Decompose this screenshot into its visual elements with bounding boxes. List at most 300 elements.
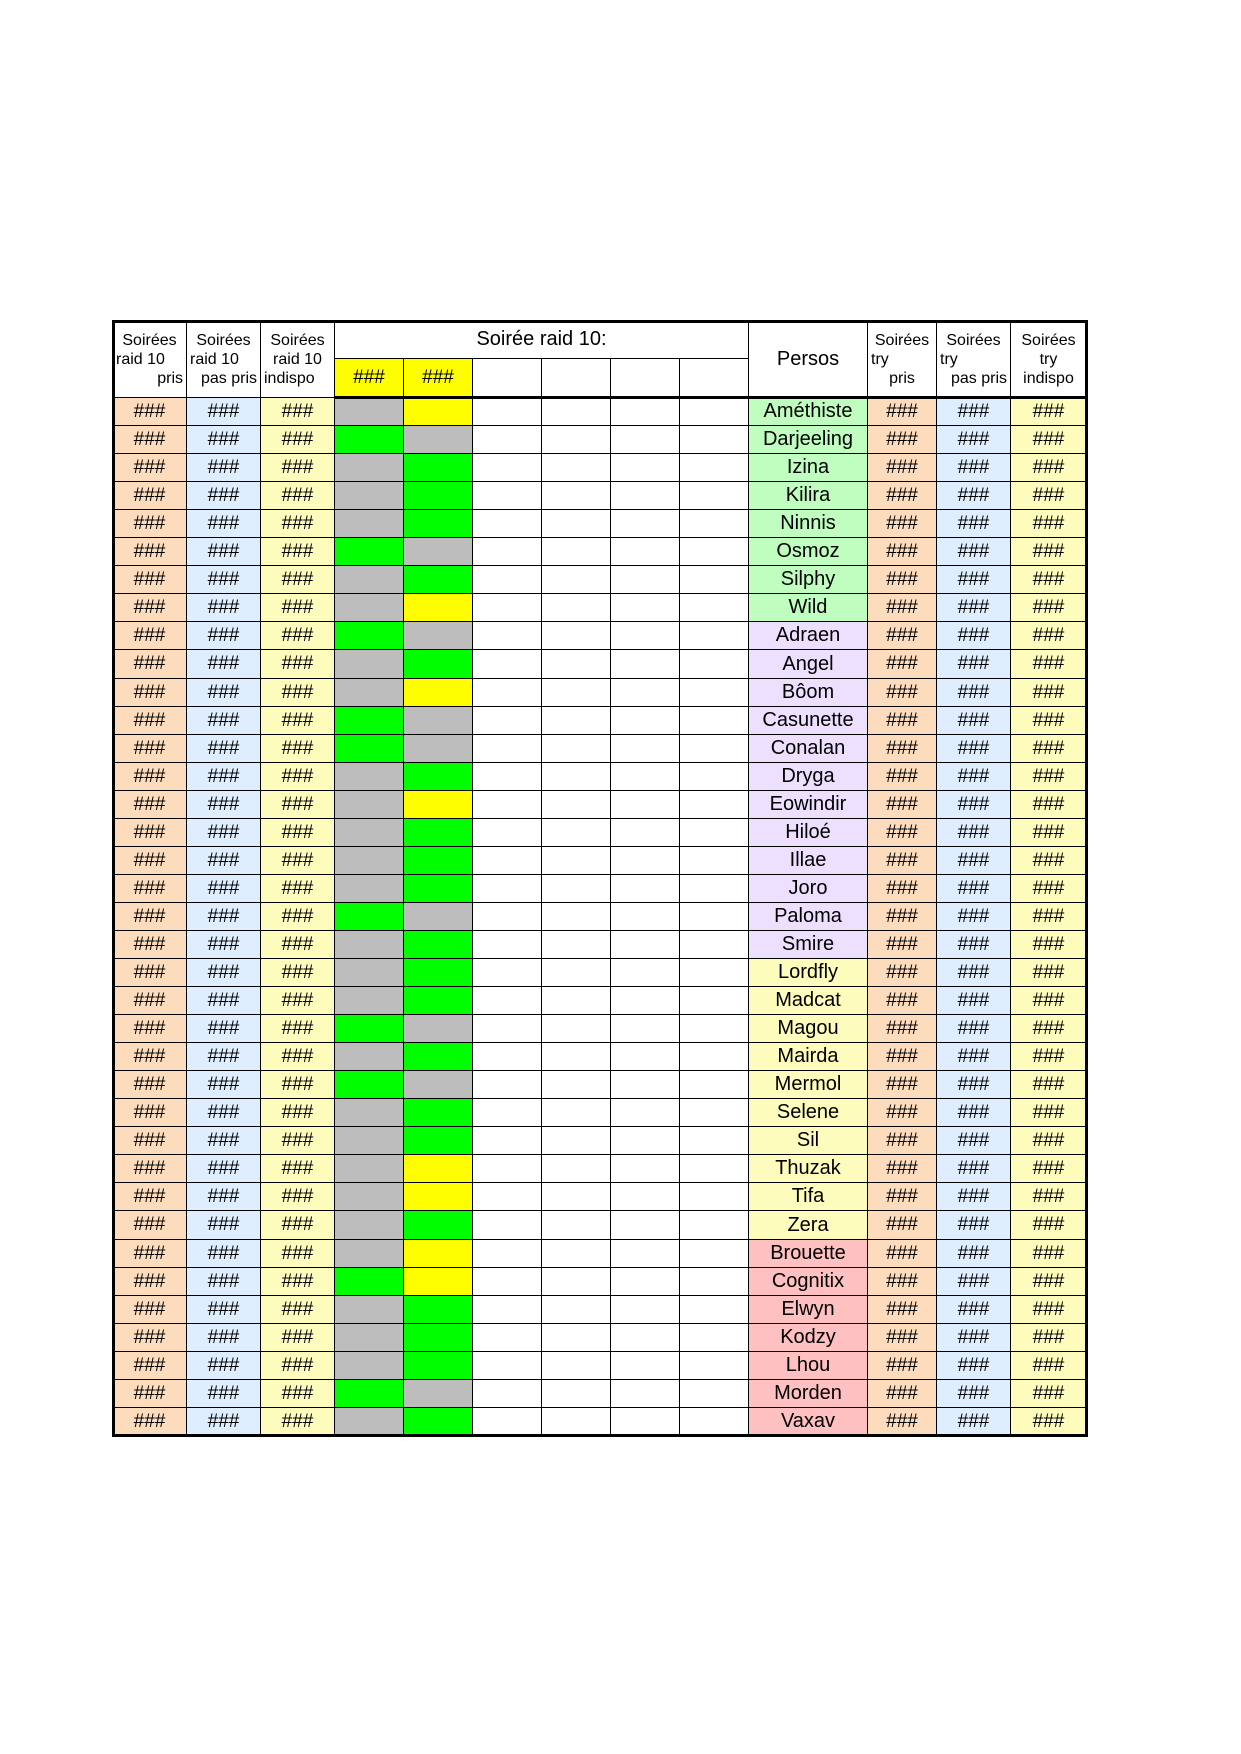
empty-status-cell <box>679 1239 749 1268</box>
perso-name: Thuzak <box>748 1154 868 1183</box>
cell-try-pris: ### <box>867 1210 937 1240</box>
empty-status-cell <box>472 1014 542 1043</box>
cell-raid10-pris: ### <box>112 846 187 875</box>
cell-raid10-pris: ### <box>112 1379 187 1408</box>
cell-try-indispo: ### <box>1010 425 1087 454</box>
cell-raid10-pas-pris: ### <box>186 593 261 622</box>
cell-raid10-pris: ### <box>112 537 187 566</box>
empty-status-cell <box>472 1042 542 1071</box>
status-cell-2 <box>403 678 473 707</box>
cell-try-pas-pris: ### <box>936 1379 1011 1408</box>
empty-status-cell <box>541 1295 611 1324</box>
perso-name: Paloma <box>748 902 868 931</box>
cell-raid10-pris: ### <box>112 706 187 735</box>
cell-try-pris: ### <box>867 649 937 679</box>
cell-try-pas-pris: ### <box>936 537 1011 566</box>
cell-raid10-indispo: ### <box>260 1323 335 1352</box>
status-cell-2 <box>403 874 473 903</box>
cell-raid10-indispo: ### <box>260 1239 335 1268</box>
perso-name: Kodzy <box>748 1323 868 1352</box>
status-cell-1 <box>334 649 404 679</box>
cell-try-indispo: ### <box>1010 1210 1087 1240</box>
perso-name: Bôom <box>748 678 868 707</box>
empty-status-cell <box>541 425 611 454</box>
empty-status-cell <box>472 1098 542 1127</box>
raid-attendance-sheet <box>112 320 1086 1442</box>
status-cell-2 <box>403 818 473 847</box>
status-cell-2 <box>403 1098 473 1127</box>
empty-status-cell <box>541 649 611 679</box>
cell-raid10-pas-pris: ### <box>186 1407 261 1436</box>
status-cell-2 <box>403 958 473 987</box>
header-try-pas-pris-line: try <box>940 350 958 368</box>
cell-try-pas-pris: ### <box>936 1126 1011 1155</box>
cell-raid10-indispo: ### <box>260 1042 335 1071</box>
empty-status-cell <box>610 509 680 538</box>
cell-raid10-indispo: ### <box>260 1154 335 1183</box>
perso-name: Tifa <box>748 1182 868 1211</box>
empty-status-cell <box>610 1014 680 1043</box>
cell-raid10-indispo: ### <box>260 593 335 622</box>
header-try-pris <box>867 320 937 398</box>
status-cell-2 <box>403 1379 473 1408</box>
cell-raid10-pris: ### <box>112 1014 187 1043</box>
cell-raid10-indispo: ### <box>260 537 335 566</box>
cell-raid10-pas-pris: ### <box>186 734 261 763</box>
cell-raid10-pris: ### <box>112 1323 187 1352</box>
status-cell-2 <box>403 397 473 426</box>
empty-status-cell <box>472 1239 542 1268</box>
empty-status-cell <box>472 1267 542 1296</box>
empty-status-cell <box>472 1407 542 1436</box>
empty-status-cell <box>679 1154 749 1183</box>
header-soiree-raid-10: Soirée raid 10: <box>334 320 749 359</box>
cell-try-pas-pris: ### <box>936 1154 1011 1183</box>
cell-raid10-pas-pris: ### <box>186 1126 261 1155</box>
cell-raid10-pas-pris: ### <box>186 1295 261 1324</box>
empty-status-cell <box>679 453 749 482</box>
status-cell-1 <box>334 846 404 875</box>
cell-raid10-pas-pris: ### <box>186 1351 261 1380</box>
empty-status-cell <box>679 1014 749 1043</box>
status-cell-1 <box>334 537 404 566</box>
cell-raid10-indispo: ### <box>260 818 335 847</box>
status-cell-2 <box>403 1267 473 1296</box>
header-raid10-pas-pris <box>186 320 261 398</box>
cell-raid10-indispo: ### <box>260 790 335 819</box>
cell-raid10-pris: ### <box>112 649 187 679</box>
empty-status-cell <box>472 425 542 454</box>
cell-try-pris: ### <box>867 762 937 791</box>
empty-status-cell <box>541 846 611 875</box>
perso-name: Silphy <box>748 565 868 594</box>
status-cell-1 <box>334 1323 404 1352</box>
empty-status-cell <box>610 1267 680 1296</box>
cell-try-pris: ### <box>867 874 937 903</box>
cell-raid10-indispo: ### <box>260 930 335 959</box>
cell-raid10-pris: ### <box>112 1407 187 1436</box>
empty-status-cell <box>541 397 611 426</box>
empty-status-cell <box>541 762 611 791</box>
status-cell-2 <box>403 846 473 875</box>
cell-try-pris: ### <box>867 1070 937 1099</box>
status-cell-1 <box>334 986 404 1015</box>
cell-raid10-indispo: ### <box>260 678 335 707</box>
cell-raid10-pris: ### <box>112 1239 187 1268</box>
cell-try-pas-pris: ### <box>936 397 1011 426</box>
status-cell-1 <box>334 762 404 791</box>
empty-status-cell <box>541 481 611 510</box>
cell-try-pris: ### <box>867 621 937 650</box>
header-try-indispo-line: indispo <box>1023 369 1074 387</box>
empty-status-cell <box>610 621 680 650</box>
empty-status-cell <box>541 1042 611 1071</box>
cell-raid10-indispo: ### <box>260 649 335 679</box>
cell-try-indispo: ### <box>1010 1070 1087 1099</box>
empty-status-cell <box>472 1379 542 1408</box>
empty-status-cell <box>679 762 749 791</box>
cell-try-pris: ### <box>867 958 937 987</box>
header-try-indispo-line: Soirées <box>1021 331 1076 349</box>
status-cell-1 <box>334 509 404 538</box>
cell-try-indispo: ### <box>1010 397 1087 426</box>
cell-raid10-pris: ### <box>112 565 187 594</box>
status-cell-1 <box>334 818 404 847</box>
cell-try-pas-pris: ### <box>936 509 1011 538</box>
empty-status-cell <box>541 509 611 538</box>
empty-status-cell <box>541 1126 611 1155</box>
table-border <box>112 320 115 1437</box>
empty-status-cell <box>679 537 749 566</box>
status-cell-2 <box>403 537 473 566</box>
cell-try-indispo: ### <box>1010 1182 1087 1211</box>
table-border <box>334 396 1086 399</box>
cell-raid10-pris: ### <box>112 1126 187 1155</box>
empty-status-cell <box>610 481 680 510</box>
perso-name: Joro <box>748 874 868 903</box>
cell-try-indispo: ### <box>1010 621 1087 650</box>
empty-status-cell <box>472 649 542 679</box>
cell-try-pas-pris: ### <box>936 790 1011 819</box>
perso-name: Brouette <box>748 1239 868 1268</box>
status-cell-1 <box>334 1070 404 1099</box>
perso-name: Darjeeling <box>748 425 868 454</box>
cell-raid10-pris: ### <box>112 902 187 931</box>
empty-status-cell <box>679 1267 749 1296</box>
cell-raid10-pas-pris: ### <box>186 930 261 959</box>
cell-raid10-indispo: ### <box>260 1351 335 1380</box>
header-try-pris-line: try <box>871 350 889 368</box>
empty-status-cell <box>679 734 749 763</box>
cell-try-pas-pris: ### <box>936 1014 1011 1043</box>
perso-name: Conalan <box>748 734 868 763</box>
cell-raid10-indispo: ### <box>260 565 335 594</box>
status-cell-2 <box>403 734 473 763</box>
empty-status-cell <box>610 874 680 903</box>
empty-status-cell <box>679 1070 749 1099</box>
cell-raid10-pas-pris: ### <box>186 1210 261 1240</box>
status-cell-1 <box>334 565 404 594</box>
empty-status-cell <box>679 678 749 707</box>
cell-try-pas-pris: ### <box>936 846 1011 875</box>
cell-raid10-pas-pris: ### <box>186 1239 261 1268</box>
cell-raid10-pas-pris: ### <box>186 1098 261 1127</box>
header-raid10-pris-line: raid 10 <box>116 350 165 368</box>
header-try-pas-pris-line: Soirées <box>946 331 1001 349</box>
cell-raid10-indispo: ### <box>260 706 335 735</box>
cell-try-indispo: ### <box>1010 1042 1087 1071</box>
empty-status-cell <box>679 790 749 819</box>
cell-raid10-pas-pris: ### <box>186 1070 261 1099</box>
empty-status-cell <box>541 1098 611 1127</box>
empty-status-cell <box>679 1126 749 1155</box>
empty-status-cell <box>541 621 611 650</box>
cell-raid10-indispo: ### <box>260 1070 335 1099</box>
cell-raid10-indispo: ### <box>260 734 335 763</box>
status-cell-1 <box>334 902 404 931</box>
cell-try-pas-pris: ### <box>936 1210 1011 1240</box>
cell-try-indispo: ### <box>1010 1379 1087 1408</box>
cell-raid10-indispo: ### <box>260 425 335 454</box>
empty-status-cell <box>472 565 542 594</box>
status-cell-1 <box>334 1267 404 1296</box>
cell-raid10-pas-pris: ### <box>186 706 261 735</box>
cell-raid10-indispo: ### <box>260 762 335 791</box>
empty-status-cell <box>679 902 749 931</box>
status-cell-2 <box>403 1154 473 1183</box>
empty-status-cell <box>679 930 749 959</box>
status-cell-1 <box>334 930 404 959</box>
empty-status-cell <box>541 902 611 931</box>
empty-status-cell <box>610 1379 680 1408</box>
status-cell-2 <box>403 509 473 538</box>
cell-try-pas-pris: ### <box>936 1239 1011 1268</box>
perso-name: Vaxav <box>748 1407 868 1436</box>
empty-status-cell <box>610 1210 680 1240</box>
header-date-col: ### <box>334 358 404 398</box>
empty-status-cell <box>541 1070 611 1099</box>
status-cell-1 <box>334 425 404 454</box>
cell-raid10-pris: ### <box>112 621 187 650</box>
empty-status-cell <box>472 678 542 707</box>
cell-raid10-indispo: ### <box>260 1182 335 1211</box>
cell-try-pris: ### <box>867 1379 937 1408</box>
perso-name: Kilira <box>748 481 868 510</box>
perso-name: Angel <box>748 649 868 679</box>
cell-raid10-indispo: ### <box>260 1379 335 1408</box>
empty-status-cell <box>541 1154 611 1183</box>
header-persos: Persos <box>748 320 868 398</box>
status-cell-2 <box>403 565 473 594</box>
empty-status-cell <box>610 537 680 566</box>
empty-status-cell <box>472 593 542 622</box>
perso-name: Sil <box>748 1126 868 1155</box>
perso-name: Magou <box>748 1014 868 1043</box>
cell-raid10-pris: ### <box>112 986 187 1015</box>
status-cell-2 <box>403 1182 473 1211</box>
cell-try-pas-pris: ### <box>936 1351 1011 1380</box>
cell-try-pas-pris: ### <box>936 593 1011 622</box>
cell-raid10-indispo: ### <box>260 1210 335 1240</box>
status-cell-2 <box>403 621 473 650</box>
empty-status-cell <box>472 481 542 510</box>
cell-try-pas-pris: ### <box>936 425 1011 454</box>
empty-status-cell <box>610 565 680 594</box>
empty-status-cell <box>679 846 749 875</box>
empty-status-cell <box>610 734 680 763</box>
cell-try-indispo: ### <box>1010 1267 1087 1296</box>
cell-try-pris: ### <box>867 846 937 875</box>
status-cell-1 <box>334 397 404 426</box>
table-border <box>112 320 1088 323</box>
cell-try-pas-pris: ### <box>936 453 1011 482</box>
status-cell-2 <box>403 1210 473 1240</box>
header-raid10-indispo-line: indispo <box>264 369 315 387</box>
perso-name: Cognitix <box>748 1267 868 1296</box>
cell-raid10-pris: ### <box>112 958 187 987</box>
cell-try-pas-pris: ### <box>936 734 1011 763</box>
empty-status-cell <box>541 678 611 707</box>
cell-raid10-pas-pris: ### <box>186 902 261 931</box>
header-raid10-pris-line: pris <box>157 369 183 387</box>
cell-try-pris: ### <box>867 453 937 482</box>
cell-try-pas-pris: ### <box>936 762 1011 791</box>
cell-try-pris: ### <box>867 790 937 819</box>
status-cell-2 <box>403 1126 473 1155</box>
perso-name: Casunette <box>748 706 868 735</box>
cell-try-pas-pris: ### <box>936 958 1011 987</box>
status-cell-1 <box>334 958 404 987</box>
cell-try-pris: ### <box>867 1014 937 1043</box>
status-cell-1 <box>334 706 404 735</box>
empty-status-cell <box>610 1295 680 1324</box>
empty-status-cell <box>610 1351 680 1380</box>
cell-raid10-pas-pris: ### <box>186 986 261 1015</box>
cell-try-indispo: ### <box>1010 1098 1087 1127</box>
empty-status-cell <box>610 762 680 791</box>
cell-raid10-pris: ### <box>112 481 187 510</box>
empty-status-cell <box>610 930 680 959</box>
empty-status-cell <box>679 818 749 847</box>
empty-status-cell <box>679 1182 749 1211</box>
perso-name: Smire <box>748 930 868 959</box>
cell-raid10-indispo: ### <box>260 846 335 875</box>
empty-status-cell <box>472 621 542 650</box>
cell-raid10-pris: ### <box>112 1210 187 1240</box>
header-date-col <box>679 358 749 398</box>
status-cell-1 <box>334 678 404 707</box>
empty-status-cell <box>472 537 542 566</box>
cell-raid10-pris: ### <box>112 930 187 959</box>
status-cell-2 <box>403 1239 473 1268</box>
cell-try-pris: ### <box>867 734 937 763</box>
status-cell-2 <box>403 986 473 1015</box>
cell-try-indispo: ### <box>1010 1239 1087 1268</box>
cell-raid10-indispo: ### <box>260 453 335 482</box>
cell-try-pas-pris: ### <box>936 621 1011 650</box>
cell-raid10-pris: ### <box>112 790 187 819</box>
status-cell-2 <box>403 930 473 959</box>
cell-try-pris: ### <box>867 509 937 538</box>
perso-name: Illae <box>748 846 868 875</box>
cell-try-pris: ### <box>867 1154 937 1183</box>
status-cell-1 <box>334 1407 404 1436</box>
status-cell-2 <box>403 649 473 679</box>
cell-try-pris: ### <box>867 1323 937 1352</box>
empty-status-cell <box>679 1379 749 1408</box>
cell-try-indispo: ### <box>1010 1154 1087 1183</box>
cell-raid10-indispo: ### <box>260 1014 335 1043</box>
cell-try-pas-pris: ### <box>936 1407 1011 1436</box>
header-date-col: ### <box>403 358 473 398</box>
cell-raid10-pas-pris: ### <box>186 481 261 510</box>
empty-status-cell <box>541 818 611 847</box>
empty-status-cell <box>679 1210 749 1240</box>
empty-status-cell <box>610 1126 680 1155</box>
cell-raid10-pas-pris: ### <box>186 874 261 903</box>
header-raid10-pris <box>112 320 187 398</box>
empty-status-cell <box>610 425 680 454</box>
empty-status-cell <box>610 902 680 931</box>
cell-raid10-indispo: ### <box>260 874 335 903</box>
cell-try-pris: ### <box>867 593 937 622</box>
perso-name: Adraen <box>748 621 868 650</box>
empty-status-cell <box>541 1014 611 1043</box>
empty-status-cell <box>610 986 680 1015</box>
cell-raid10-pas-pris: ### <box>186 1323 261 1352</box>
cell-raid10-pris: ### <box>112 1351 187 1380</box>
cell-raid10-pris: ### <box>112 1182 187 1211</box>
perso-name: Lhou <box>748 1351 868 1380</box>
cell-raid10-indispo: ### <box>260 621 335 650</box>
header-date-col <box>541 358 611 398</box>
cell-raid10-pris: ### <box>112 818 187 847</box>
cell-try-indispo: ### <box>1010 565 1087 594</box>
cell-try-pas-pris: ### <box>936 986 1011 1015</box>
cell-raid10-pris: ### <box>112 397 187 426</box>
empty-status-cell <box>610 453 680 482</box>
cell-raid10-pris: ### <box>112 762 187 791</box>
status-cell-2 <box>403 790 473 819</box>
perso-name: Mermol <box>748 1070 868 1099</box>
empty-status-cell <box>472 818 542 847</box>
empty-status-cell <box>679 565 749 594</box>
cell-try-pas-pris: ### <box>936 874 1011 903</box>
empty-status-cell <box>472 1323 542 1352</box>
cell-try-pas-pris: ### <box>936 706 1011 735</box>
header-date-col <box>610 358 680 398</box>
status-cell-1 <box>334 734 404 763</box>
status-cell-1 <box>334 874 404 903</box>
empty-status-cell <box>679 621 749 650</box>
cell-raid10-pris: ### <box>112 1070 187 1099</box>
header-raid10-pas-pris-line: pas pris <box>200 369 257 387</box>
cell-try-indispo: ### <box>1010 790 1087 819</box>
empty-status-cell <box>610 790 680 819</box>
cell-try-pas-pris: ### <box>936 1182 1011 1211</box>
cell-raid10-pas-pris: ### <box>186 1182 261 1211</box>
empty-status-cell <box>472 1351 542 1380</box>
header-raid10-pas-pris-line: Soirées <box>196 331 251 349</box>
cell-try-pris: ### <box>867 930 937 959</box>
empty-status-cell <box>541 593 611 622</box>
empty-status-cell <box>679 425 749 454</box>
empty-status-cell <box>541 1323 611 1352</box>
perso-name: Wild <box>748 593 868 622</box>
cell-raid10-pas-pris: ### <box>186 425 261 454</box>
empty-status-cell <box>472 1154 542 1183</box>
empty-status-cell <box>679 1098 749 1127</box>
